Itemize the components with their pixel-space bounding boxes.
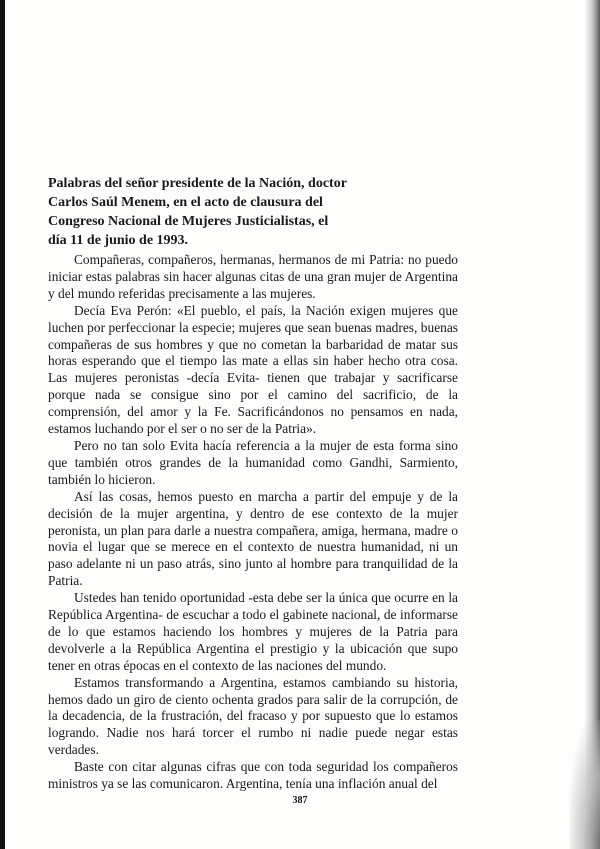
scan-shadow-corner (570, 720, 600, 849)
paragraph-5: Ustedes han tenido oportunidad -esta debe ser la única que ocurre en la República Argentina- de escuchar a todo el gabinete nacional, de informarse de lo que estamos haciendo los hombres y mujeres de la Patria para devolverle a la República Argentina el prestigio y la ubicación que supo tener en otras épocas en el contexto de las naciones del mundo. (48, 590, 458, 673)
paragraph-7: Baste con citar algunas cifras que con toda seguridad los compañeros ministros ya se las comunicaron. Argentina, tenía una inflación anual del (48, 759, 458, 792)
speech-heading: Palabras del señor presidente de la Nación, doctor Carlos Saúl Menem, en el acto de clausura del Congreso Nacional de Mujeres Justicialistas, el día 11 de junio de 1993. (48, 176, 347, 248)
paragraph-4: Así las cosas, hemos puesto en marcha a partir del empuje y de la decisión de la mujer argentina, y dentro de ese contexto de la mujer peronista, un plan para darle a nuestra compañera, amiga, hermana, madre o novia el lugar que se merece en el contexto de nuestra humanidad, ni un paso adelante ni un paso atrás, sino junto al hombre para tranquilidad de la Patria. (48, 488, 458, 589)
page-number: 387 (292, 795, 308, 806)
speech-body (48, 252, 458, 793)
paragraph-2: Decía Eva Perón: «El pueblo, el país, la Nación exigen mujeres que luchen por perfeccionar la especie; mujeres que sean buenas madres, buenas compañeras de sus hombres y que no cometan la barbaridad de matar sus horas esperando que el tiempo las mate a ellas sin haber hecho otra cosa. Las mujeres peronistas -decía Evita- tienen que trabajar y sacrificarse porque nada se consigue sino por el camino del sacrificio, de la comprensión, del amor y la Fe. Sacrificándonos no pensamos en nada, estamos luchando por el ser o no ser de la Patria». (48, 302, 458, 437)
paragraph-6: Estamos transformando a Argentina, estamos cambiando su historia, hemos dado un giro de ciento ochenta grados para salir de la corrupción, de la decadencia, de la frustración, del fracaso y por supuesto que lo estamos logrando. Nadie nos hará torcer el rumbo ni nadie puede negar estas verdades. (48, 674, 458, 758)
paragraph-1: Compañeras, compañeros, hermanas, hermanos de mi Patria: no puedo iniciar estas palabras sin hacer algunas citas de una gran mujer de Argentina y del mundo referidas precisamente a las mujeres. (48, 252, 458, 301)
scan-shadow-left (0, 0, 5, 849)
paragraph-3: Pero no tan solo Evita hacía referencia a la mujer de esta forma sino que también otros grandes de la humanidad como Gandhi, Sarmiento, también lo hicieron. (48, 437, 458, 487)
